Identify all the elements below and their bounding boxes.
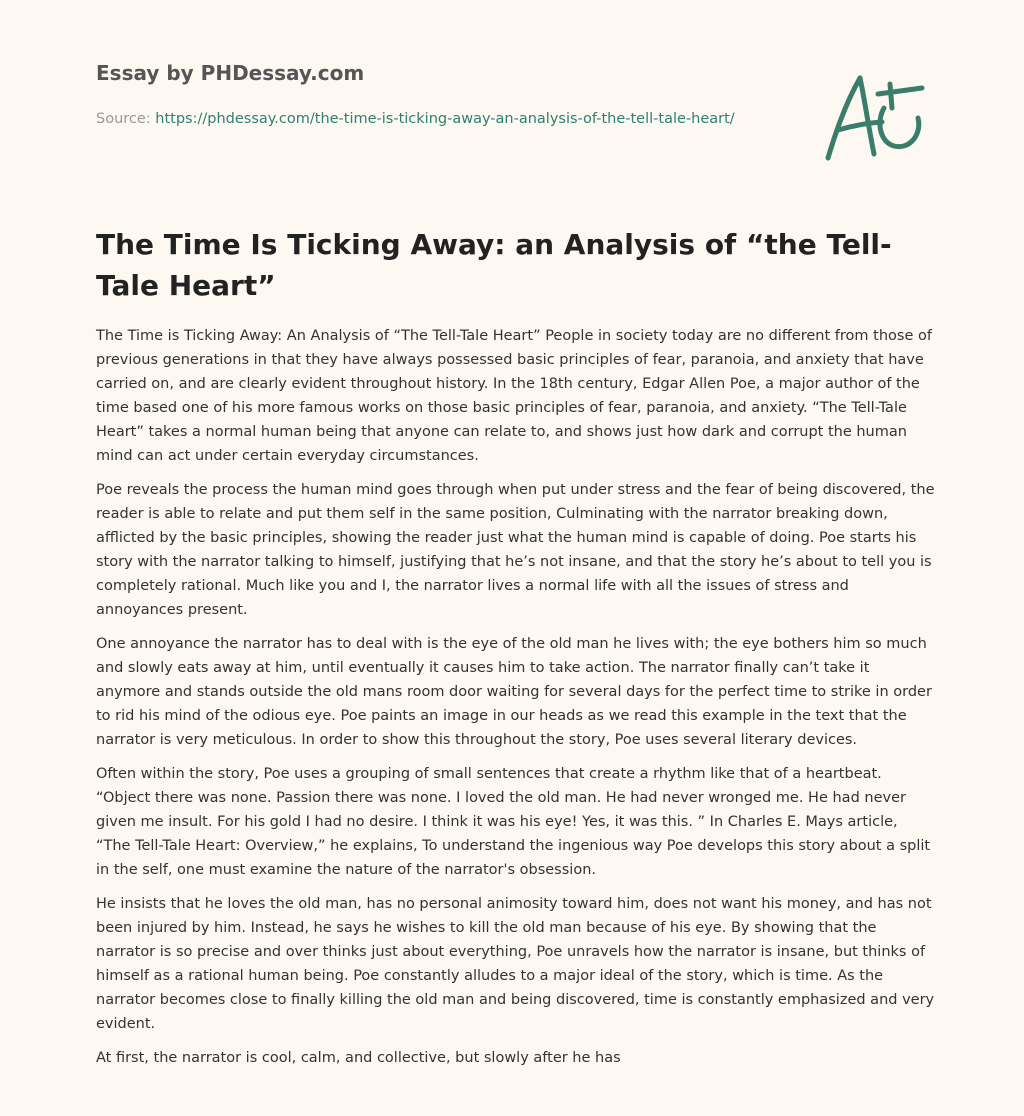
essay-paragraph: Poe reveals the process the human mind goes through when put under stress and the fear of being discovered, the reader is able to relate and put them self in the same position, Culminating with the narrator breaking down, afflicted by the basic principles, showing the reader just what the human mind is capable of doing. Poe starts his story with the narrator talking to himself, justifying that he’s not insane, and that the story he’s about to tell you is completely rational. Much like you and I, the narrator lives a normal life with all the issues of stress and annoyances present. [96,482,935,618]
source-link[interactable]: https://phdessay.com/the-time-is-ticking-away-an-analysis-of-the-tell-tale-heart/ [155,111,735,127]
essay-body [96,324,936,1080]
essay-paragraph: The Time is Ticking Away: An Analysis of “The Tell-Tale Heart” People in society today are no different from those of previous generations in that they have always possessed basic principles of fear, paranoia, and anxiety that have carried on, and are clearly evident throughout history. In the 18th century, Edgar Allen Poe, a major author of the time based one of his more famous works on those basic principles of fear, paranoia, and anxiety. “The Tell-Tale Heart” takes a normal human being that anyone can relate to, and shows just how dark and corrupt the human mind can act under certain everyday circumstances. [96,328,932,464]
source-line [96,108,736,131]
essay-paragraph: One annoyance the narrator has to deal with is the eye of the old man he lives with; the eye bothers him so much and slowly eats away at him, until eventually it causes him to take action. The narrator finally can’t take it anymore and stands outside the old mans room door waiting for several days for the perfect time to strike in order to rid his mind of the odious eye. Poe paints an image in our heads as we read this example in the text that the narrator is very meticulous. In order to show this throughout the story, Poe uses several literary devices. [96,636,932,748]
essay-paragraph: At first, the narrator is cool, calm, and collective, but slowly after he has [96,1050,621,1066]
source-label: Source: [96,111,151,127]
page-header [96,60,736,131]
essay-paragraph: He insists that he loves the old man, has no personal animosity toward him, does not want his money, and has not been injured by him. Instead, he says he wishes to kill the old man because of his eye. By showing that the narrator is so precise and over thinks just about everything, Poe unravels how the narrator is insane, but thinks of himself as a rational human being. Poe constantly alludes to a major ideal of the story, which is time. As the narrator becomes close to finally killing the old man and being discovered, time is constantly emphasized and very evident. [96,896,935,1032]
site-brand: Essay by PHDessay.com [96,61,365,85]
a-plus-logo-icon [818,66,930,166]
essay-title: The Time Is Ticking Away: an Analysis of “the Tell-Tale Heart” [96,228,892,302]
essay-paragraph: Often within the story, Poe uses a grouping of small sentences that create a rhythm like that of a heartbeat. “Object there was none. Passion there was none. I loved the old man. He had never wronged me. He had never given me insult. For his gold I had no desire. I think it was his eye! Yes, it was this. ” In Charles E. Mays article, “The Tell-Tale Heart: Overview,” he explains, To understand the ingenious way Poe develops this story about a split in the self, one must examine the nature of the narrator's obsession. [96,766,931,878]
